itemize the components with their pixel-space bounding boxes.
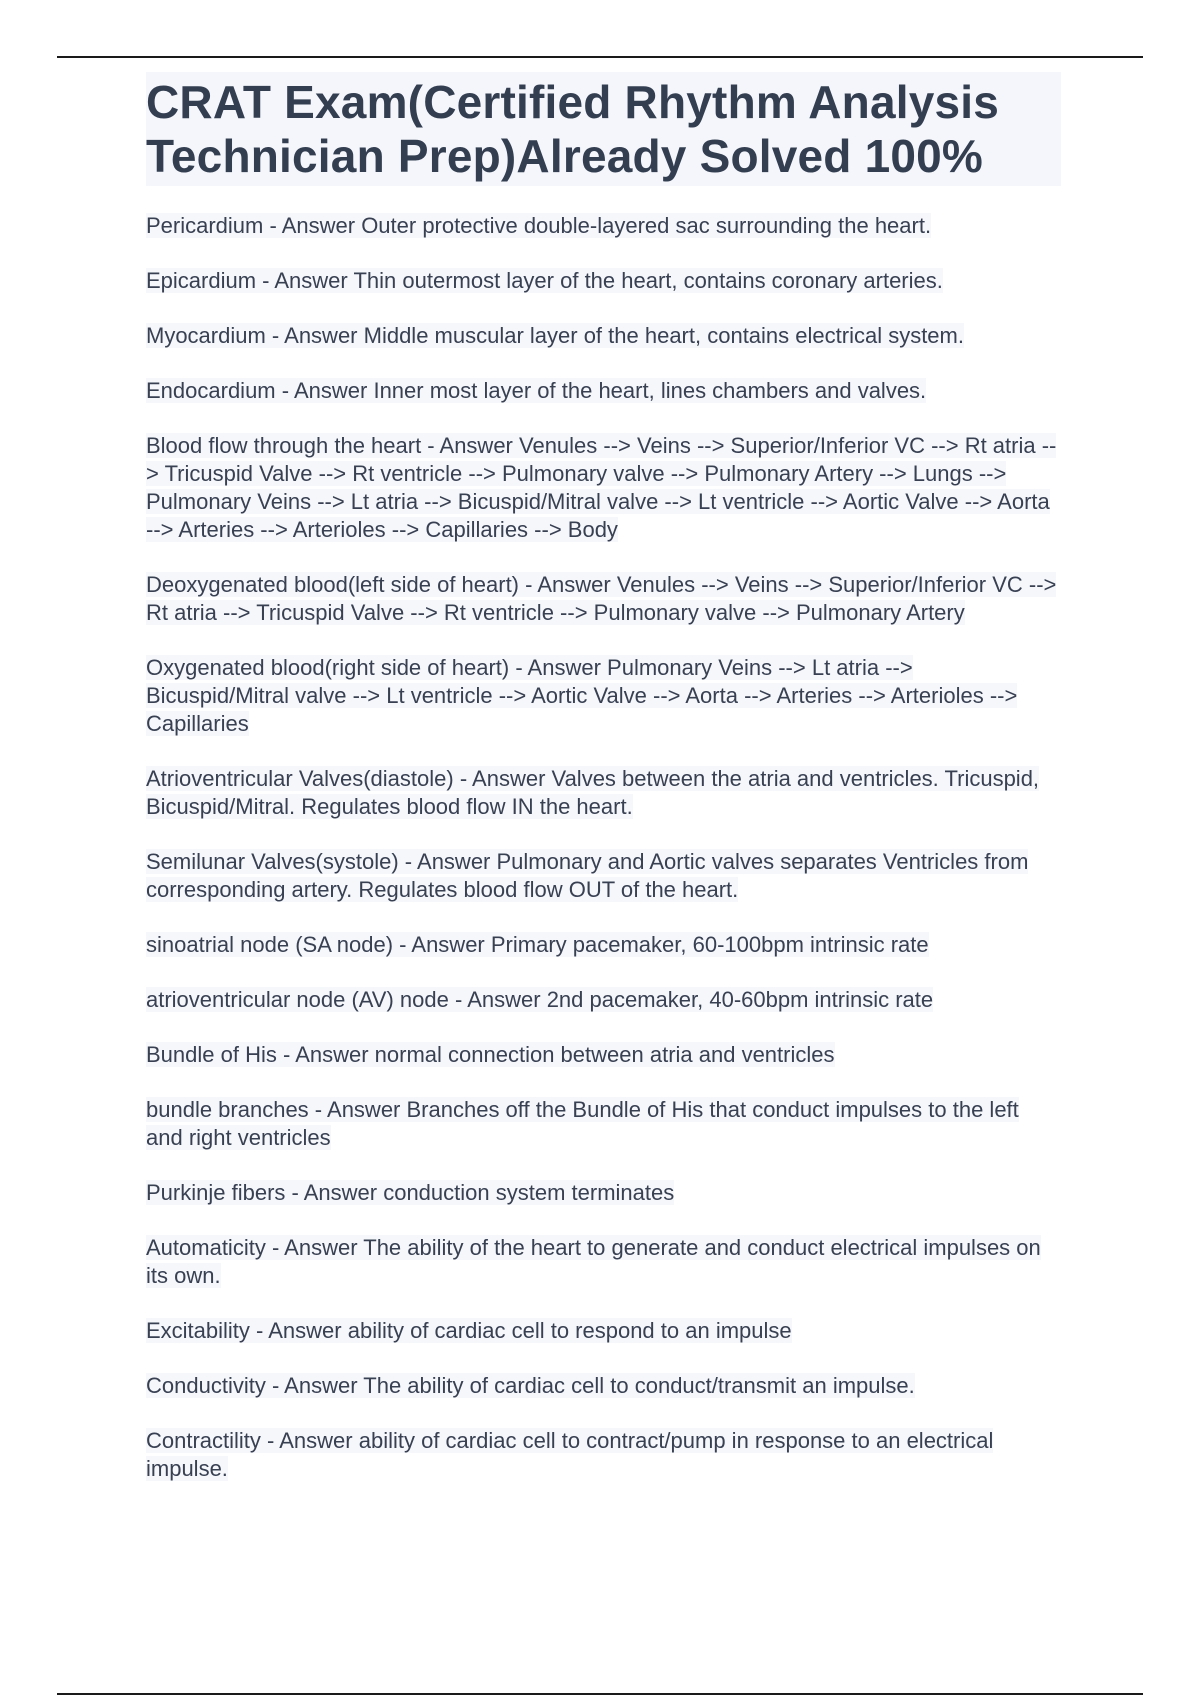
flashcard-entry [146, 1234, 1061, 1290]
entry-separator: - Answer [265, 1235, 364, 1260]
entry-separator: - Answer [453, 766, 552, 791]
entry-answer: normal connection between atria and ventricles [374, 1042, 835, 1067]
entry-term: Purkinje fibers [146, 1180, 286, 1205]
entry-answer: Pulmonary Veins --> Lt atria --> Bicuspid/Mitral valve --> Lt ventricle --> Aortic Valve --> Aorta --> Arteries --> Arterioles --> Capillaries [146, 655, 1018, 736]
title-line-2: Technician Prep)Already Solved 100% [146, 130, 984, 182]
flashcard-entry [146, 1372, 1061, 1400]
flashcard-entry [146, 1041, 1061, 1069]
title-line-1: CRAT Exam(Certified Rhythm Analysis [146, 76, 1000, 128]
flashcard-entry [146, 654, 1061, 738]
entry-answer: Thin outermost layer of the heart, contains coronary arteries. [353, 268, 943, 293]
entry-term: Blood flow through the heart [146, 433, 422, 458]
entry-term: Oxygenated blood(right side of heart) [146, 655, 510, 680]
flashcard-entry [146, 931, 1061, 959]
entry-term: Excitability [146, 1318, 250, 1343]
entry-term: Endocardium [146, 378, 276, 403]
flashcard-entry [146, 1427, 1061, 1483]
entry-term: sinoatrial node (SA node) [146, 932, 394, 957]
entry-answer: The ability of the heart to generate and conduct electrical impulses on its own. [146, 1235, 1041, 1288]
flashcard-entry [146, 322, 1061, 350]
entry-term: Deoxygenated blood(left side of heart) [146, 572, 520, 597]
entry-answer: Primary pacemaker, 60-100bpm intrinsic rate [490, 932, 929, 957]
flashcard-entry [146, 267, 1061, 295]
entry-term: Contractility [146, 1428, 261, 1453]
document-title [146, 72, 1061, 186]
entry-separator: - Answer [519, 572, 617, 597]
entry-term: Epicardium [146, 268, 257, 293]
entry-separator: - Answer [421, 433, 519, 458]
entry-answer: The ability of cardiac cell to conduct/transmit an impulse. [363, 1373, 915, 1398]
entry-separator: - Answer [448, 987, 547, 1012]
entry-answer: Venules --> Veins --> Superior/Inferior VC --> Rt atria --> Tricuspid Valve --> Rt ventricle --> Pulmonary valve --> Pulmonary Artery --> Lungs --> Pulmonary Veins --> Lt atria --> Bicuspid/Mitral valve --> Lt ventricle --> Aortic Valve --> Aorta --> Arteries --> Arterioles --> Capillaries --> Body [146, 433, 1057, 542]
entry-term: Atrioventricular Valves(diastole) [146, 766, 454, 791]
entry-separator: - Answer [285, 1180, 384, 1205]
flashcard-entry [146, 1096, 1061, 1152]
flashcard-entry [146, 1317, 1061, 1345]
flashcard-entry [146, 571, 1061, 627]
flashcard-entry [146, 765, 1061, 821]
flashcard-entry [146, 212, 1061, 240]
top-divider [57, 56, 1143, 58]
entry-answer: Valves between the atria and ventricles. Tricuspid, Bicuspid/Mitral. Regulates blood flow IN the heart. [146, 766, 1040, 819]
entry-term: Pericardium [146, 213, 264, 238]
flashcard-entry [146, 1179, 1061, 1207]
entry-term: bundle branches [146, 1097, 309, 1122]
entry-separator: - Answer [256, 268, 354, 293]
flashcard-entry [146, 377, 1061, 405]
flashcard-entry [146, 986, 1061, 1014]
entry-term: atrioventricular node (AV) node [146, 987, 449, 1012]
entry-separator: - Answer [249, 1318, 348, 1343]
entry-separator: - Answer [263, 213, 362, 238]
entry-separator: - Answer [398, 849, 497, 874]
entry-separator: - Answer [509, 655, 608, 680]
entry-term: Myocardium [146, 323, 266, 348]
entry-term: Conductivity [146, 1373, 266, 1398]
flashcard-entry [146, 848, 1061, 904]
entry-answer: Outer protective double-layered sac surrounding the heart. [361, 213, 932, 238]
entry-answer: 2nd pacemaker, 40-60bpm intrinsic rate [546, 987, 934, 1012]
entry-separator: - Answer [308, 1097, 407, 1122]
entry-answer: Venules --> Veins --> Superior/Inferior VC --> Rt atria --> Tricuspid Valve --> Rt ventricle --> Pulmonary valve --> Pulmonary Artery [146, 572, 1057, 625]
entry-separator: - Answer [275, 378, 374, 403]
entry-separator: - Answer [265, 323, 364, 348]
entry-separator: - Answer [260, 1428, 359, 1453]
entry-term: Semilunar Valves(systole) [146, 849, 399, 874]
flashcard-list [146, 212, 1061, 1483]
entry-answer: Inner most layer of the heart, lines chambers and valves. [373, 378, 927, 403]
entry-separator: - Answer [393, 932, 491, 957]
entry-separator: - Answer [276, 1042, 375, 1067]
entry-separator: - Answer [265, 1373, 364, 1398]
entry-answer: ability of cardiac cell to respond to an impulse [347, 1318, 792, 1343]
bottom-divider [57, 1693, 1143, 1695]
entry-answer: Branches off the Bundle of His that conduct impulses to the left and right ventricles [146, 1097, 1019, 1150]
flashcard-entry [146, 432, 1061, 544]
entry-term: Bundle of His [146, 1042, 277, 1067]
entry-answer: conduction system terminates [383, 1180, 675, 1205]
entry-answer: Pulmonary and Aortic valves separates Ventricles from corresponding artery. Regulates blood flow OUT of the heart. [146, 849, 1029, 902]
entry-answer: Middle muscular layer of the heart, contains electrical system. [363, 323, 964, 348]
entry-answer: ability of cardiac cell to contract/pump in response to an electrical impulse. [146, 1428, 994, 1481]
document-body [146, 72, 1061, 1510]
entry-term: Automaticity [146, 1235, 266, 1260]
